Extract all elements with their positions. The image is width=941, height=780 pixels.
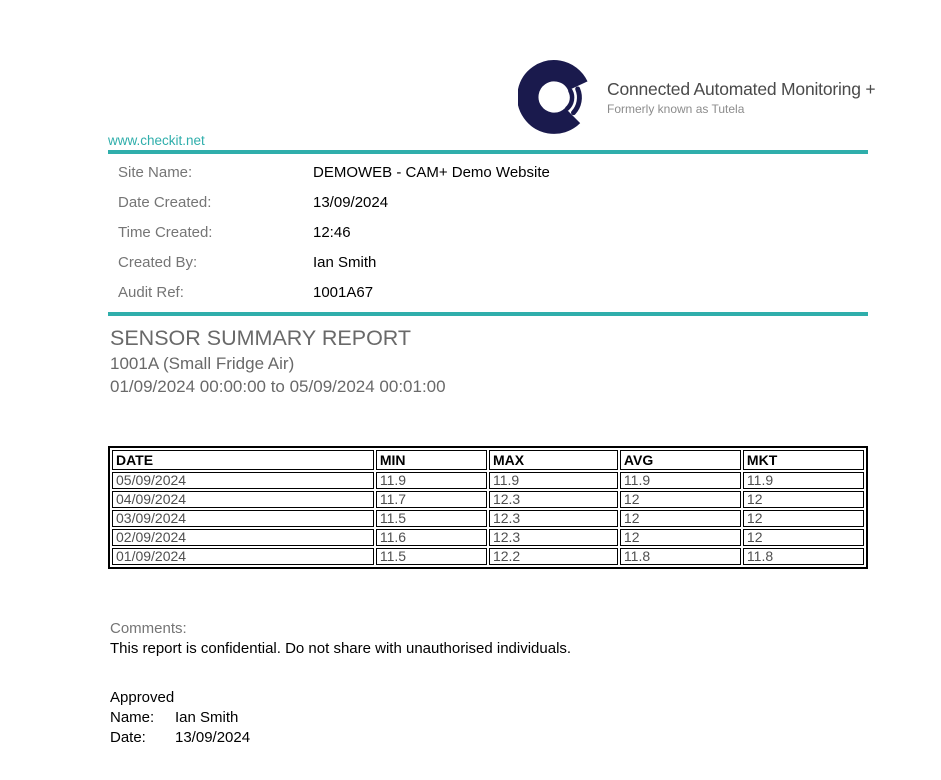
- meta-value: Ian Smith: [313, 253, 377, 271]
- cell-min: 11.6: [376, 529, 487, 546]
- approval-name-label: Name:: [110, 709, 155, 726]
- cell-max: 12.3: [489, 491, 618, 508]
- report-header: [108, 0, 876, 150]
- meta-value: 13/09/2024: [313, 193, 389, 211]
- table-header-row: [112, 450, 864, 470]
- cell-avg: 12: [620, 491, 741, 508]
- column-header-mkt: MKT: [743, 450, 864, 470]
- cell-mkt: 11.8: [743, 548, 864, 565]
- meta-field-date-created: [118, 187, 868, 217]
- meta-label: Audit Ref:: [118, 283, 184, 301]
- meta-label: Created By:: [118, 253, 198, 271]
- table-row: [112, 472, 864, 489]
- report-page: [108, 0, 876, 748]
- meta-field-site-name: [118, 157, 868, 187]
- meta-label: Time Created:: [118, 223, 213, 241]
- column-header-date: DATE: [112, 450, 374, 470]
- cam-logo-icon: [518, 56, 600, 138]
- logo-text: [607, 79, 875, 116]
- cell-mkt: 12: [743, 491, 864, 508]
- column-header-max: MAX: [489, 450, 618, 470]
- meta-field-created-by: [118, 247, 868, 277]
- cell-date: 02/09/2024: [112, 529, 374, 546]
- cell-avg: 11.9: [620, 472, 741, 489]
- sensor-name: 1001A (Small Fridge Air): [110, 354, 295, 373]
- comments-text: This report is confidential. Do not share with unauthorised individuals.: [110, 640, 572, 657]
- cell-mkt: 12: [743, 510, 864, 527]
- approval-date-row: [110, 728, 868, 748]
- meta-value: DEMOWEB - CAM+ Demo Website: [313, 163, 550, 181]
- comments-label: Comments:: [110, 620, 187, 637]
- approval-heading: Approved: [110, 689, 175, 706]
- approval-name-row: [110, 708, 868, 728]
- table-row: [112, 510, 864, 527]
- checkit-website-link[interactable]: www.checkit.net: [108, 133, 205, 148]
- meta-fields: [108, 154, 868, 312]
- sensor-summary-table: [108, 446, 868, 569]
- report-title-block: [108, 316, 868, 398]
- cell-date: 03/09/2024: [112, 510, 374, 527]
- meta-label: Site Name:: [118, 163, 193, 181]
- cell-date: 01/09/2024: [112, 548, 374, 565]
- meta-field-audit-ref: [118, 277, 868, 307]
- meta-label: Date Created:: [118, 193, 212, 211]
- table-row: [112, 491, 864, 508]
- logo-brand-name: Connected Automated Monitoring +: [607, 78, 876, 99]
- meta-value: 1001A67: [313, 283, 374, 301]
- cell-max: 11.9: [489, 472, 618, 489]
- cell-date: 04/09/2024: [112, 491, 374, 508]
- approval-name-value: Ian Smith: [175, 709, 239, 726]
- cam-logo: [518, 56, 875, 138]
- report-date-range: 01/09/2024 00:00:00 to 05/09/2024 00:01:00: [110, 377, 446, 396]
- cell-max: 12.2: [489, 548, 618, 565]
- cell-avg: 12: [620, 529, 741, 546]
- approval-date-value: 13/09/2024: [175, 729, 251, 746]
- table-row: [112, 548, 864, 565]
- meta-value: 12:46: [313, 223, 351, 241]
- page-title: SENSOR SUMMARY REPORT: [110, 326, 412, 350]
- cell-min: 11.7: [376, 491, 487, 508]
- cell-min: 11.5: [376, 548, 487, 565]
- cell-avg: 11.8: [620, 548, 741, 565]
- cell-max: 12.3: [489, 529, 618, 546]
- comments-section: [108, 619, 868, 659]
- cell-mkt: 12: [743, 529, 864, 546]
- cell-date: 05/09/2024: [112, 472, 374, 489]
- table-row: [112, 529, 864, 546]
- cell-avg: 12: [620, 510, 741, 527]
- column-header-min: MIN: [376, 450, 487, 470]
- cell-max: 12.3: [489, 510, 618, 527]
- meta-field-time-created: [118, 217, 868, 247]
- column-header-avg: AVG: [620, 450, 741, 470]
- approval-date-label: Date:: [110, 729, 146, 746]
- cell-min: 11.5: [376, 510, 487, 527]
- approval-section: [108, 688, 868, 748]
- cell-min: 11.9: [376, 472, 487, 489]
- cell-mkt: 11.9: [743, 472, 864, 489]
- logo-tagline: Formerly known as Tutela: [607, 101, 745, 116]
